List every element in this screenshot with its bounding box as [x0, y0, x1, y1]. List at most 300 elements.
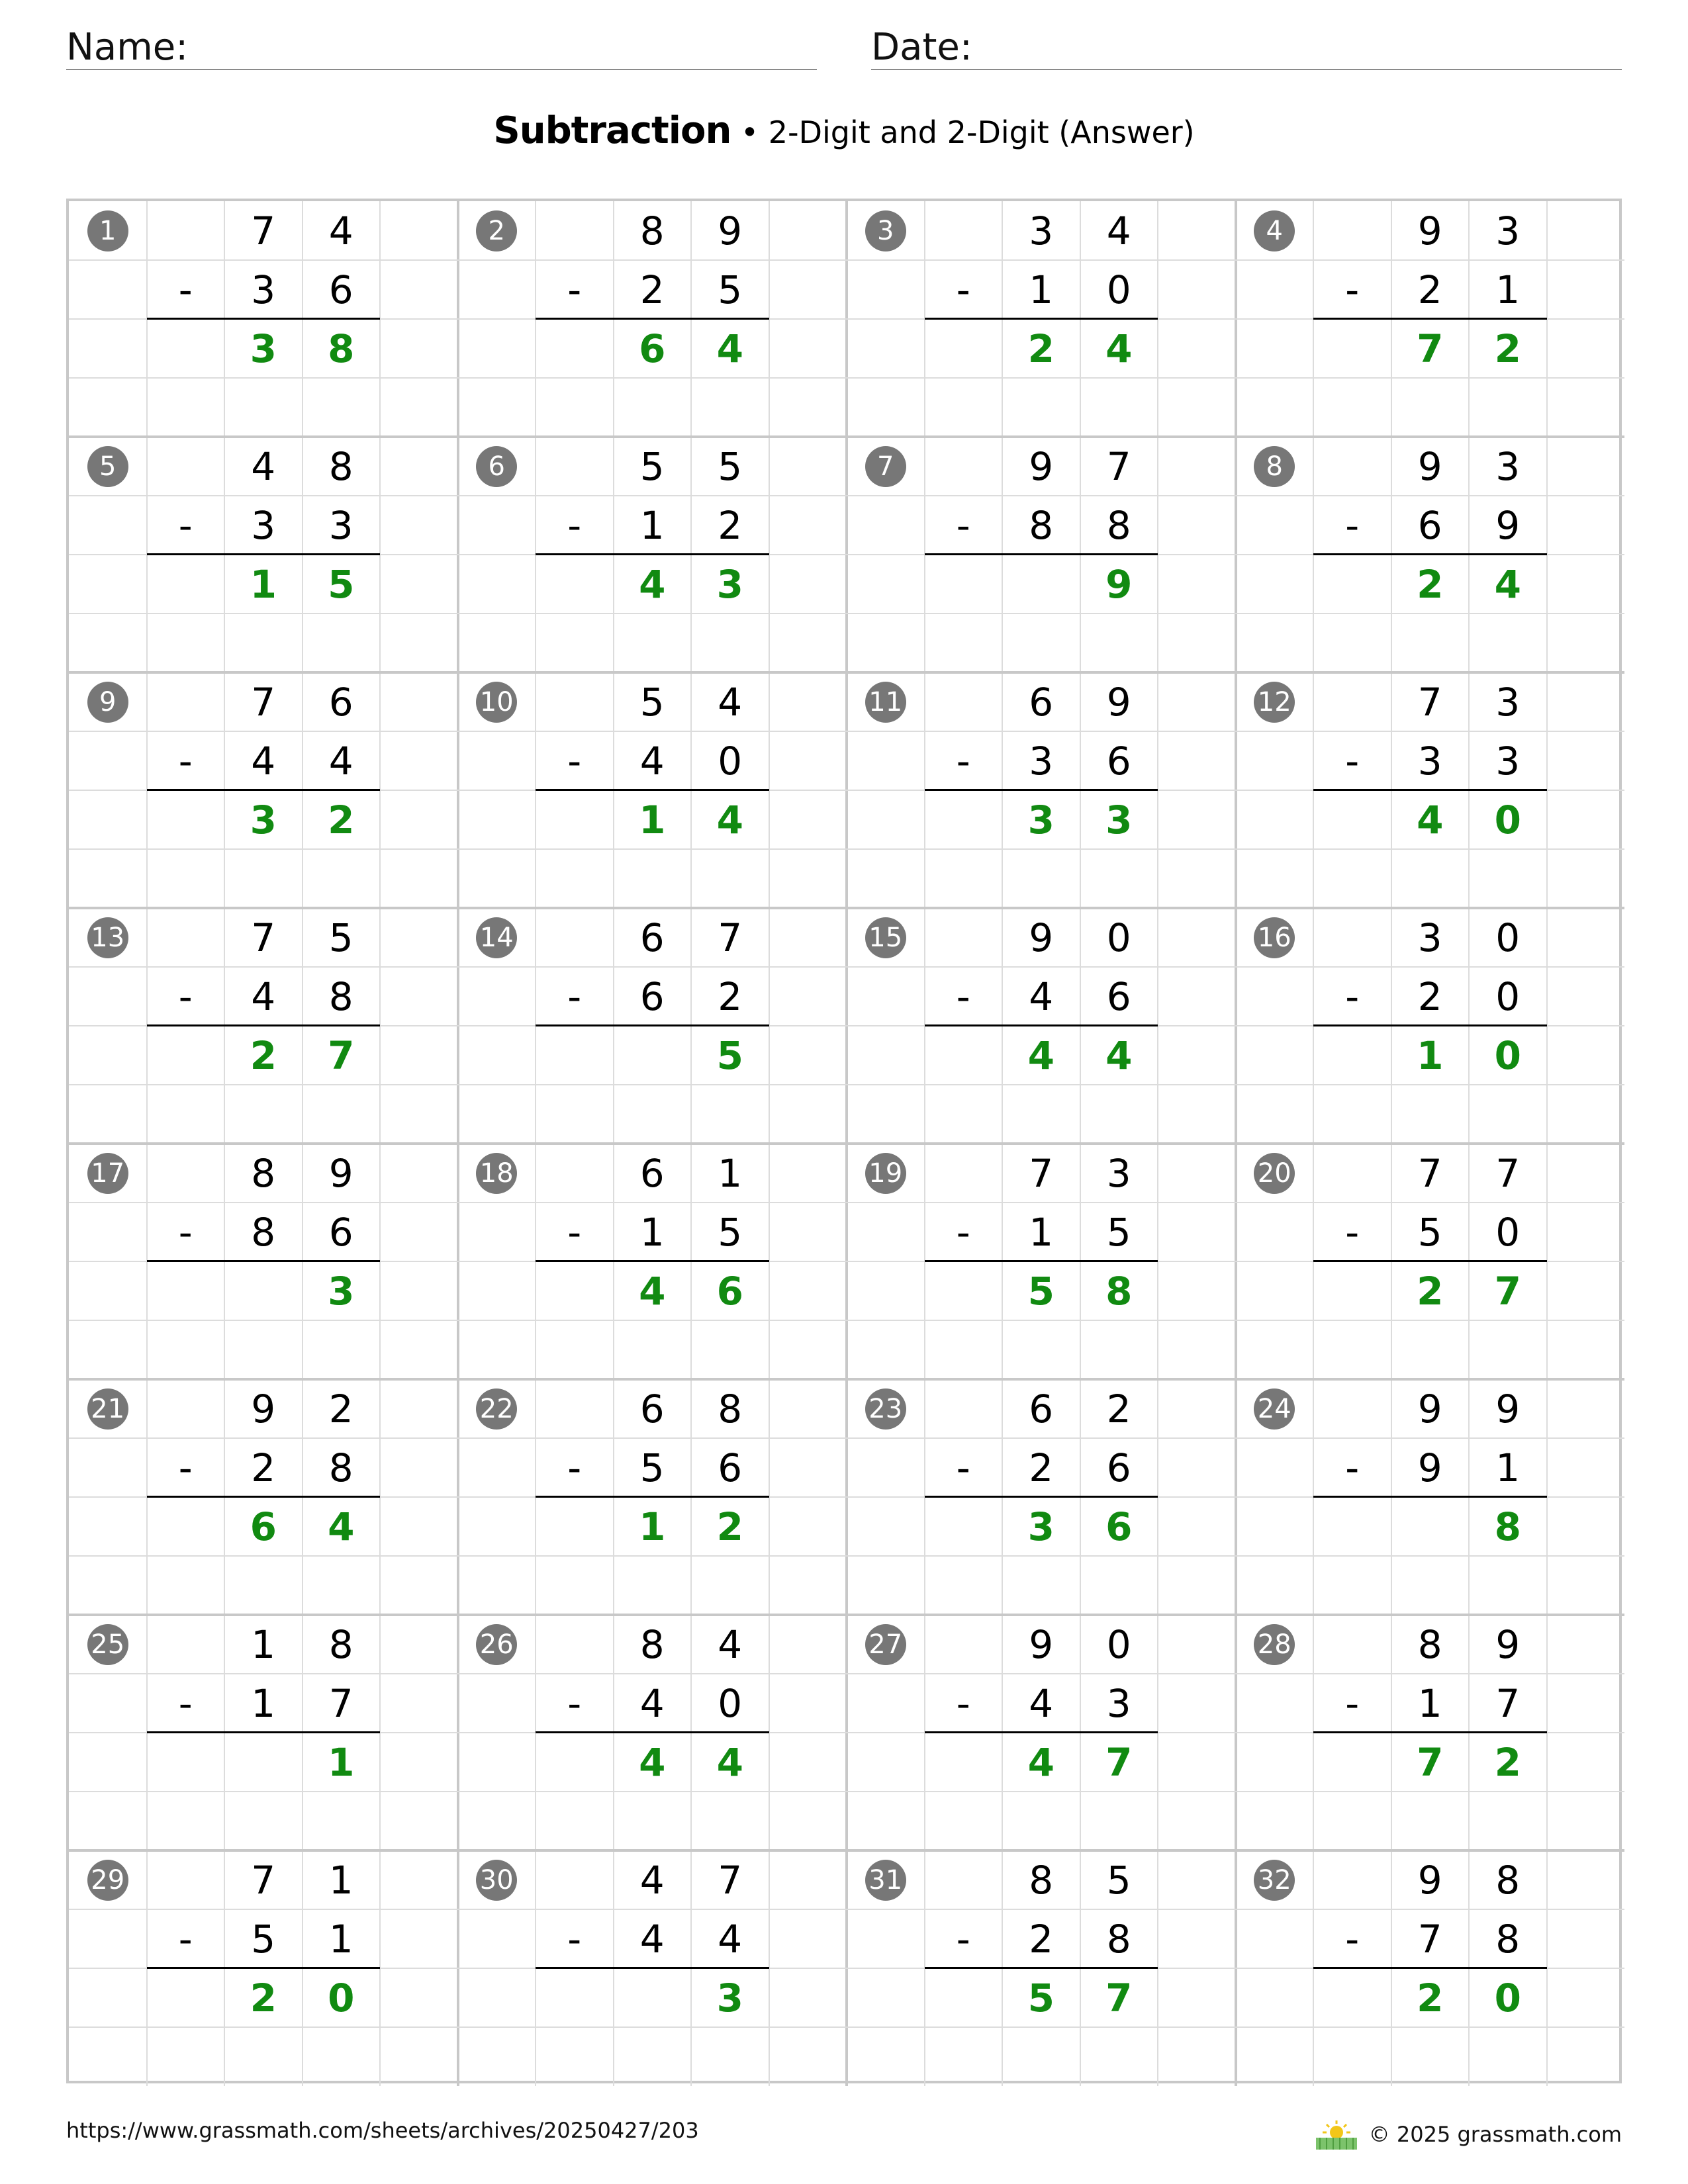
minuend-tens-digit: 7 [251, 1857, 276, 1903]
minuend-ones-digit: 8 [718, 1386, 743, 1432]
subtrahend-ones-digit: 0 [718, 738, 743, 784]
answer-rule [1313, 789, 1547, 791]
answer-rule [536, 1496, 769, 1498]
answer-tens-digit: 6 [639, 326, 666, 371]
subtrahend-ones-digit: 7 [1495, 1680, 1521, 1726]
minuend-tens-digit: 6 [639, 1150, 665, 1196]
minus-sign: - [178, 1680, 193, 1726]
problem-number-badge: 12 [1254, 682, 1295, 723]
subtrahend-ones-digit: 6 [1106, 738, 1131, 784]
sun-grass-logo-icon [1313, 2118, 1360, 2151]
answer-rule [925, 789, 1158, 791]
minuend-tens-digit: 8 [639, 1621, 665, 1667]
subtrahend-ones-digit: 9 [1495, 502, 1521, 548]
subtrahend-tens-digit: 3 [1417, 738, 1442, 784]
subtrahend-tens-digit: 8 [1029, 502, 1054, 548]
subtrahend-tens-digit: 2 [1029, 1445, 1054, 1490]
answer-tens-digit: 2 [1417, 1268, 1444, 1314]
answer-tens-digit [224, 1261, 303, 1320]
subtrahend-tens-digit: 6 [1417, 502, 1442, 548]
answer-tens-digit: 7 [1417, 1739, 1444, 1785]
answer-rule [147, 1024, 381, 1026]
problem-number-badge: 11 [865, 682, 906, 723]
title-main: Subtraction [493, 109, 731, 152]
minuend-tens-digit: 7 [1029, 1150, 1054, 1196]
problem-number-badge: 22 [476, 1388, 517, 1430]
problem-number-badge: 27 [865, 1624, 906, 1665]
minuend-tens-digit: 9 [1029, 1621, 1054, 1667]
answer-ones-digit: 9 [1105, 561, 1133, 607]
minuend-tens-digit: 6 [639, 1386, 665, 1432]
minuend-tens-digit: 8 [251, 1150, 276, 1196]
answer-tens-digit: 5 [1027, 1975, 1055, 2021]
answer-tens-digit: 1 [1417, 1032, 1444, 1078]
subtrahend-tens-digit: 2 [251, 1445, 276, 1490]
minus-sign: - [567, 502, 582, 548]
answer-ones-digit: 6 [1105, 1504, 1133, 1549]
minus-sign: - [178, 267, 193, 312]
minus-sign: - [178, 1445, 193, 1490]
minuend-ones-digit: 9 [1495, 1386, 1521, 1432]
subtrahend-tens-digit: 5 [251, 1916, 276, 1962]
subtrahend-ones-digit: 5 [1106, 1209, 1131, 1255]
problem-number-badge: 14 [476, 917, 517, 958]
answer-ones-digit: 2 [1494, 326, 1521, 371]
answer-rule [536, 1260, 769, 1262]
answer-ones-digit: 6 [716, 1268, 743, 1314]
subtrahend-ones-digit: 1 [1495, 267, 1521, 312]
minuend-ones-digit: 4 [718, 1621, 743, 1667]
name-label: Name: [66, 26, 189, 69]
minus-sign: - [178, 1916, 193, 1962]
minuend-ones-digit: 1 [328, 1857, 353, 1903]
answer-ones-digit: 7 [328, 1032, 355, 1078]
answer-ones-digit: 4 [1105, 326, 1133, 371]
answer-ones-digit: 0 [1494, 1975, 1521, 2021]
minus-sign: - [956, 1680, 970, 1726]
minuend-ones-digit: 3 [1106, 1150, 1131, 1196]
date-label: Date: [871, 26, 972, 69]
answer-tens-digit [614, 1968, 692, 2027]
subtrahend-ones-digit: 0 [1495, 1209, 1521, 1255]
answer-tens-digit [1002, 555, 1080, 614]
answer-tens-digit [224, 1733, 303, 1792]
minuend-ones-digit: 9 [718, 208, 743, 253]
minus-sign: - [956, 1445, 970, 1490]
minuend-ones-digit: 4 [718, 679, 743, 725]
answer-ones-digit: 3 [716, 561, 743, 607]
answer-tens-digit: 2 [250, 1032, 277, 1078]
problem-number-badge: 30 [476, 1860, 517, 1901]
problem-number-badge: 16 [1254, 917, 1295, 958]
answer-ones-digit: 0 [328, 1975, 355, 2021]
subtrahend-ones-digit: 2 [718, 974, 743, 1019]
answer-ones-digit: 5 [328, 561, 355, 607]
problem-number-badge: 9 [87, 682, 128, 723]
subtrahend-ones-digit: 1 [1495, 1445, 1521, 1490]
minuend-tens-digit: 7 [251, 679, 276, 725]
answer-ones-digit: 3 [328, 1268, 355, 1314]
answer-rule [147, 1496, 381, 1498]
answer-rule [147, 1260, 381, 1262]
subtrahend-tens-digit: 2 [1029, 1916, 1054, 1962]
subtrahend-ones-digit: 0 [1495, 974, 1521, 1019]
answer-tens-digit: 2 [1417, 1975, 1444, 2021]
minuend-ones-digit: 8 [1495, 1857, 1521, 1903]
minuend-tens-digit: 7 [1417, 1150, 1442, 1196]
answer-tens-digit: 2 [250, 1975, 277, 2021]
answer-rule [147, 318, 381, 320]
minuend-tens-digit: 9 [1417, 208, 1442, 253]
problem-number-badge: 20 [1254, 1153, 1295, 1194]
answer-rule [925, 1496, 1158, 1498]
answer-ones-digit: 2 [716, 1504, 743, 1549]
minuend-tens-digit: 7 [1417, 679, 1442, 725]
answer-ones-digit: 7 [1105, 1975, 1133, 2021]
subtrahend-ones-digit: 3 [1106, 1680, 1131, 1726]
minus-sign: - [567, 1445, 582, 1490]
subtrahend-ones-digit: 2 [718, 502, 743, 548]
answer-tens-digit: 7 [1417, 326, 1444, 371]
minuend-tens-digit: 9 [1417, 1857, 1442, 1903]
minus-sign: - [1345, 1680, 1360, 1726]
minuend-ones-digit: 3 [1495, 208, 1521, 253]
answer-tens-digit: 3 [1027, 1504, 1055, 1549]
minuend-tens-digit: 7 [251, 915, 276, 960]
subtrahend-tens-digit: 4 [1029, 1680, 1054, 1726]
problem-number-badge: 10 [476, 682, 517, 723]
minuend-tens-digit: 6 [1029, 1386, 1054, 1432]
subtrahend-ones-digit: 3 [1495, 738, 1521, 784]
subtrahend-tens-digit: 1 [1417, 1680, 1442, 1726]
subtrahend-ones-digit: 8 [1106, 1916, 1131, 1962]
answer-rule [1313, 553, 1547, 555]
problem-number-badge: 32 [1254, 1860, 1295, 1901]
answer-rule [536, 1731, 769, 1733]
minuend-tens-digit: 8 [639, 208, 665, 253]
minus-sign: - [956, 267, 970, 312]
problem-number-badge: 6 [476, 446, 517, 487]
subtrahend-tens-digit: 4 [251, 738, 276, 784]
minuend-tens-digit: 4 [639, 1857, 665, 1903]
answer-rule [925, 1024, 1158, 1026]
answer-rule [147, 789, 381, 791]
subtrahend-tens-digit: 5 [639, 1445, 665, 1490]
subtrahend-tens-digit: 3 [251, 267, 276, 312]
name-field[interactable] [66, 24, 817, 70]
minuend-ones-digit: 0 [1106, 915, 1131, 960]
title-subtitle: • 2-Digit and 2-Digit (Answer) [731, 114, 1195, 150]
minuend-ones-digit: 8 [328, 1621, 353, 1667]
answer-ones-digit: 7 [1105, 1739, 1133, 1785]
answer-ones-digit: 3 [716, 1975, 743, 2021]
answer-tens-digit: 4 [639, 561, 666, 607]
answer-tens-digit: 4 [1027, 1739, 1055, 1785]
subtrahend-ones-digit: 6 [1106, 974, 1131, 1019]
minuend-ones-digit: 7 [1106, 443, 1131, 489]
answer-tens-digit: 4 [1027, 1032, 1055, 1078]
footer-url[interactable]: https://www.grassmath.com/sheets/archives/20250427/203 [66, 2118, 699, 2143]
minus-sign: - [1345, 1916, 1360, 1962]
answer-rule [536, 789, 769, 791]
subtrahend-tens-digit: 2 [1417, 974, 1442, 1019]
minuend-ones-digit: 0 [1495, 915, 1521, 960]
problem-number-badge: 17 [87, 1153, 128, 1194]
subtrahend-ones-digit: 6 [328, 1209, 353, 1255]
answer-rule [1313, 1024, 1547, 1026]
subtrahend-tens-digit: 3 [1029, 738, 1054, 784]
minuend-ones-digit: 2 [328, 1386, 353, 1432]
minuend-ones-digit: 9 [1495, 1621, 1521, 1667]
minuend-ones-digit: 7 [718, 915, 743, 960]
minus-sign: - [178, 974, 193, 1019]
subtrahend-tens-digit: 2 [639, 267, 665, 312]
subtrahend-tens-digit: 8 [251, 1209, 276, 1255]
problem-number-badge: 1 [87, 210, 128, 251]
subtrahend-ones-digit: 5 [718, 267, 743, 312]
minuend-tens-digit: 9 [1029, 443, 1054, 489]
answer-rule [925, 1731, 1158, 1733]
subtrahend-ones-digit: 1 [328, 1916, 353, 1962]
answer-rule [147, 553, 381, 555]
problem-number-badge: 2 [476, 210, 517, 251]
minuend-tens-digit: 3 [1029, 208, 1054, 253]
subtrahend-tens-digit: 1 [251, 1680, 276, 1726]
minuend-tens-digit: 9 [1417, 443, 1442, 489]
problem-number-badge: 23 [865, 1388, 906, 1430]
answer-tens-digit: 2 [1027, 326, 1055, 371]
subtrahend-tens-digit: 7 [1417, 1916, 1442, 1962]
answer-ones-digit: 3 [1105, 797, 1133, 842]
minuend-tens-digit: 5 [639, 443, 665, 489]
minus-sign: - [956, 738, 970, 784]
subtrahend-ones-digit: 4 [328, 738, 353, 784]
minuend-tens-digit: 3 [1417, 915, 1442, 960]
minus-sign: - [567, 1680, 582, 1726]
minuend-ones-digit: 9 [1106, 679, 1131, 725]
minuend-ones-digit: 6 [328, 679, 353, 725]
minuend-ones-digit: 5 [718, 443, 743, 489]
minus-sign: - [956, 974, 970, 1019]
footer-copyright [1313, 2118, 1622, 2151]
answer-ones-digit: 2 [328, 797, 355, 842]
minus-sign: - [178, 1209, 193, 1255]
problem-number-badge: 24 [1254, 1388, 1295, 1430]
answer-ones-digit: 5 [716, 1032, 743, 1078]
subtrahend-ones-digit: 3 [328, 502, 353, 548]
date-field[interactable] [871, 24, 1622, 70]
subtrahend-tens-digit: 5 [1417, 1209, 1442, 1255]
minuend-ones-digit: 1 [718, 1150, 743, 1196]
problem-number-badge: 29 [87, 1860, 128, 1901]
answer-rule [147, 1967, 381, 1969]
minuend-ones-digit: 8 [328, 443, 353, 489]
answer-rule [1313, 318, 1547, 320]
minus-sign: - [956, 1209, 970, 1255]
minuend-ones-digit: 4 [1106, 208, 1131, 253]
answer-ones-digit: 4 [328, 1504, 355, 1549]
minuend-ones-digit: 2 [1106, 1386, 1131, 1432]
subtrahend-ones-digit: 6 [1106, 1445, 1131, 1490]
minus-sign: - [1345, 738, 1360, 784]
subtrahend-tens-digit: 9 [1417, 1445, 1442, 1490]
minus-sign: - [178, 502, 193, 548]
answer-ones-digit: 2 [1494, 1739, 1521, 1785]
answer-ones-digit: 4 [716, 1739, 743, 1785]
subtrahend-ones-digit: 8 [328, 974, 353, 1019]
minus-sign: - [1345, 267, 1360, 312]
answer-ones-digit: 4 [1494, 561, 1521, 607]
minuend-tens-digit: 9 [1029, 915, 1054, 960]
answer-rule [925, 1260, 1158, 1262]
subtrahend-ones-digit: 8 [1106, 502, 1131, 548]
problem-number-badge: 13 [87, 917, 128, 958]
minuend-tens-digit: 4 [251, 443, 276, 489]
subtrahend-tens-digit: 2 [1417, 267, 1442, 312]
answer-tens-digit: 1 [639, 1504, 666, 1549]
answer-ones-digit: 0 [1494, 797, 1521, 842]
copyright-text: © 2025 grassmath.com [1368, 2122, 1622, 2147]
answer-rule [147, 1731, 381, 1733]
subtrahend-tens-digit: 4 [639, 1680, 665, 1726]
minus-sign: - [1345, 974, 1360, 1019]
problem-number-badge: 28 [1254, 1624, 1295, 1665]
subtrahend-tens-digit: 4 [1029, 974, 1054, 1019]
subtrahend-ones-digit: 5 [718, 1209, 743, 1255]
minuend-ones-digit: 3 [1495, 443, 1521, 489]
minuend-tens-digit: 8 [1029, 1857, 1054, 1903]
subtrahend-tens-digit: 4 [639, 738, 665, 784]
subtrahend-ones-digit: 0 [718, 1680, 743, 1726]
minuend-ones-digit: 7 [1495, 1150, 1521, 1196]
subtrahend-tens-digit: 1 [1029, 1209, 1054, 1255]
answer-tens-digit: 1 [250, 561, 277, 607]
minuend-tens-digit: 9 [251, 1386, 276, 1432]
answer-rule [925, 553, 1158, 555]
minuend-ones-digit: 5 [1106, 1857, 1131, 1903]
subtrahend-tens-digit: 4 [639, 1916, 665, 1962]
minuend-tens-digit: 6 [1029, 679, 1054, 725]
subtrahend-ones-digit: 4 [718, 1916, 743, 1962]
problem-number-badge: 19 [865, 1153, 906, 1194]
answer-ones-digit: 8 [1105, 1268, 1133, 1314]
minus-sign: - [567, 1916, 582, 1962]
answer-ones-digit: 0 [1494, 1032, 1521, 1078]
minus-sign: - [567, 974, 582, 1019]
minuend-ones-digit: 7 [718, 1857, 743, 1903]
minus-sign: - [1345, 502, 1360, 548]
answer-rule [1313, 1731, 1547, 1733]
problem-number-badge: 8 [1254, 446, 1295, 487]
answer-ones-digit: 4 [716, 797, 743, 842]
subtrahend-ones-digit: 8 [328, 1445, 353, 1490]
answer-ones-digit: 4 [1105, 1032, 1133, 1078]
answer-rule [925, 318, 1158, 320]
answer-tens-digit: 4 [1417, 797, 1444, 842]
answer-rule [536, 553, 769, 555]
subtrahend-tens-digit: 3 [251, 502, 276, 548]
answer-ones-digit: 8 [1494, 1504, 1521, 1549]
answer-tens-digit: 5 [1027, 1268, 1055, 1314]
minus-sign: - [567, 1209, 582, 1255]
problem-number-badge: 7 [865, 446, 906, 487]
problem-number-badge: 18 [476, 1153, 517, 1194]
minus-sign: - [1345, 1209, 1360, 1255]
problem-number-badge: 4 [1254, 210, 1295, 251]
problem-number-badge: 15 [865, 917, 906, 958]
answer-rule [1313, 1260, 1547, 1262]
minus-sign: - [956, 502, 970, 548]
worksheet-title [0, 105, 1688, 166]
minuend-ones-digit: 0 [1106, 1621, 1131, 1667]
minus-sign: - [956, 1916, 970, 1962]
answer-tens-digit: 2 [1417, 561, 1444, 607]
answer-ones-digit: 8 [328, 326, 355, 371]
minus-sign: - [178, 738, 193, 784]
subtrahend-ones-digit: 8 [1495, 1916, 1521, 1962]
subtrahend-ones-digit: 7 [328, 1680, 353, 1726]
minuend-tens-digit: 6 [639, 915, 665, 960]
answer-ones-digit: 1 [328, 1739, 355, 1785]
subtrahend-ones-digit: 0 [1106, 267, 1131, 312]
answer-rule [925, 1967, 1158, 1969]
answer-rule [536, 318, 769, 320]
answer-tens-digit [1391, 1497, 1470, 1556]
answer-rule [1313, 1496, 1547, 1498]
answer-rule [536, 1967, 769, 1969]
minus-sign: - [1345, 1445, 1360, 1490]
minuend-tens-digit: 9 [1417, 1386, 1442, 1432]
problem-number-badge: 26 [476, 1624, 517, 1665]
answer-tens-digit: 4 [639, 1739, 666, 1785]
problem-grid [66, 199, 1622, 2083]
answer-ones-digit: 7 [1494, 1268, 1521, 1314]
problem-number-badge: 21 [87, 1388, 128, 1430]
problem-number-badge: 31 [865, 1860, 906, 1901]
minuend-tens-digit: 1 [251, 1621, 276, 1667]
minuend-tens-digit: 7 [251, 208, 276, 253]
answer-rule [1313, 1967, 1547, 1969]
problem-number-badge: 3 [865, 210, 906, 251]
problem-number-badge: 5 [87, 446, 128, 487]
minuend-ones-digit: 5 [328, 915, 353, 960]
minuend-tens-digit: 5 [639, 679, 665, 725]
subtrahend-tens-digit: 4 [251, 974, 276, 1019]
answer-tens-digit: 3 [250, 797, 277, 842]
minuend-ones-digit: 9 [328, 1150, 353, 1196]
problem-number-badge: 25 [87, 1624, 128, 1665]
subtrahend-tens-digit: 6 [639, 974, 665, 1019]
subtrahend-tens-digit: 1 [639, 1209, 665, 1255]
answer-tens-digit: 3 [1027, 797, 1055, 842]
answer-tens-digit: 6 [250, 1504, 277, 1549]
subtrahend-tens-digit: 1 [1029, 267, 1054, 312]
minuend-ones-digit: 4 [328, 208, 353, 253]
answer-tens-digit: 3 [250, 326, 277, 371]
minuend-tens-digit: 8 [1417, 1621, 1442, 1667]
answer-ones-digit: 4 [716, 326, 743, 371]
minus-sign: - [567, 267, 582, 312]
subtrahend-ones-digit: 6 [718, 1445, 743, 1490]
answer-tens-digit [614, 1026, 692, 1085]
minus-sign: - [567, 738, 582, 784]
minuend-ones-digit: 3 [1495, 679, 1521, 725]
subtrahend-ones-digit: 6 [328, 267, 353, 312]
answer-tens-digit: 1 [639, 797, 666, 842]
subtrahend-tens-digit: 1 [639, 502, 665, 548]
answer-tens-digit: 4 [639, 1268, 666, 1314]
answer-rule [536, 1024, 769, 1026]
